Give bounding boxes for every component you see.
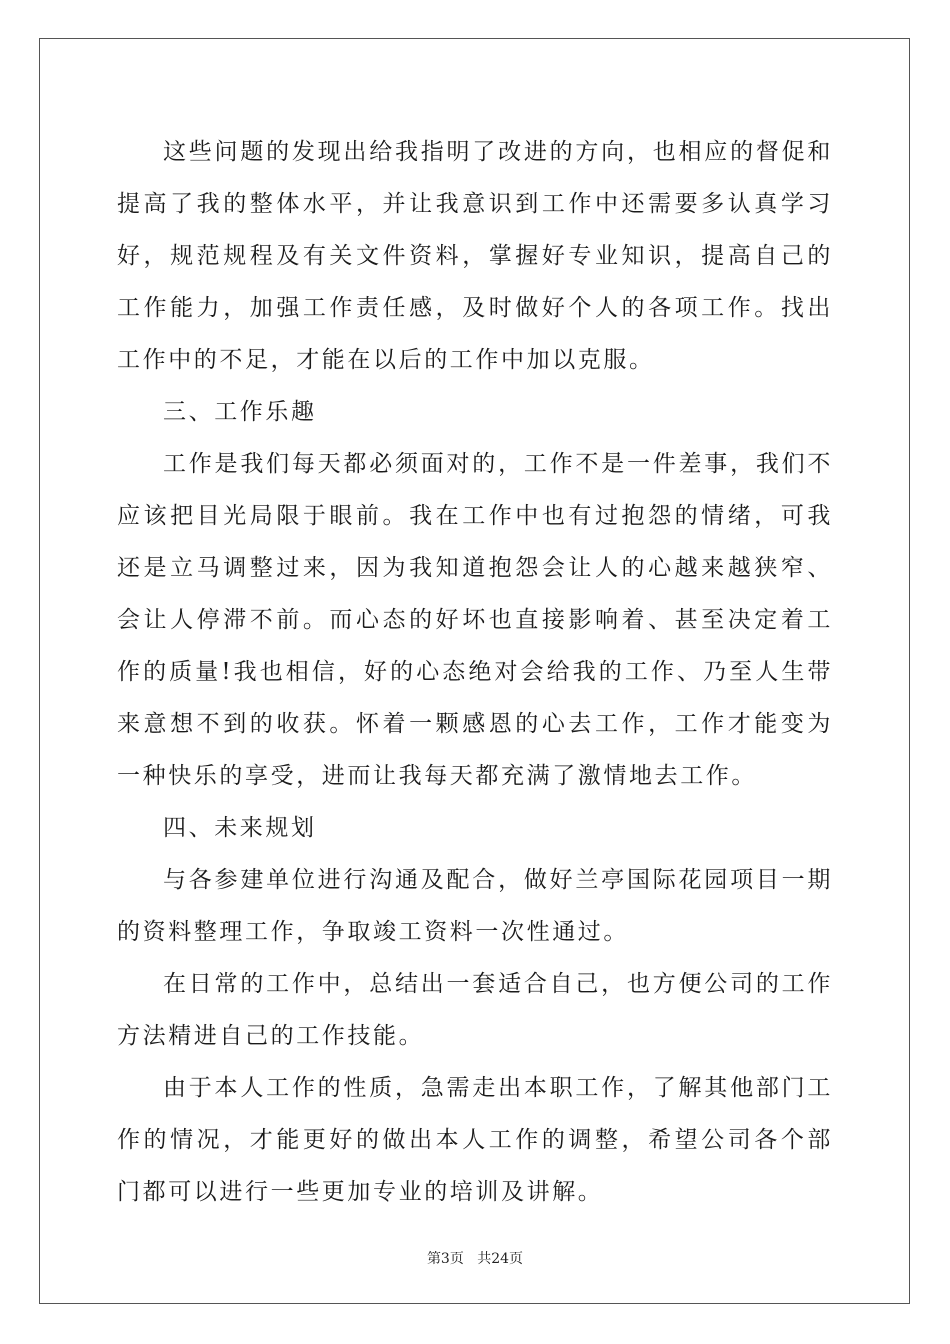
paragraph-work-methods: 在日常的工作中，总结出一套适合自己，也方便公司的工作方法精进自己的工作技能。: [117, 971, 833, 1049]
section-heading-work-fun: 三、工作乐趣: [163, 399, 317, 425]
paragraph-training: 由于本人工作的性质，急需走出本职工作，了解其他部门工作的情况，才能更好的做出本人工作的调整，希望公司各个部门都可以进行一些更加专业的培训及讲解。: [117, 1075, 833, 1205]
paragraph-coordination: 与各参建单位进行沟通及配合，做好兰亭国际花园项目一期的资料整理工作，争取竣工资料一次性通过。: [117, 867, 833, 945]
total-pages: 共24页: [477, 1251, 524, 1267]
footer-spacer: [464, 1251, 477, 1267]
section-heading-future-plan: 四、未来规划: [163, 815, 317, 841]
page-footer: [0, 1248, 950, 1268]
paragraph-work-attitude: 工作是我们每天都必须面对的，工作不是一件差事，我们不应该把目光局限于眼前。我在工作中也有过抱怨的情绪，可我还是立马调整过来，因为我知道抱怨会让人的心越来越狭窄、会让人停滞不前。而心态的好坏也直接影响着、甚至决定着工作的质量!我也相信，好的心态绝对会给我的工作、乃至人生带来意想不到的收获。怀着一颗感恩的心去工作，工作才能变为一种快乐的享受，进而让我每天都充满了激情地去工作。: [117, 451, 833, 789]
document-body: [117, 126, 833, 1218]
page-number: 第3页: [426, 1251, 464, 1267]
paragraph-problems-found: 这些问题的发现出给我指明了改进的方向，也相应的督促和提高了我的整体水平，并让我意识到工作中还需要多认真学习好，规范规程及有关文件资料，掌握好专业知识，提高自己的工作能力，加强工作责任感，及时做好个人的各项工作。找出工作中的不足，才能在以后的工作中加以克服。: [117, 139, 833, 373]
